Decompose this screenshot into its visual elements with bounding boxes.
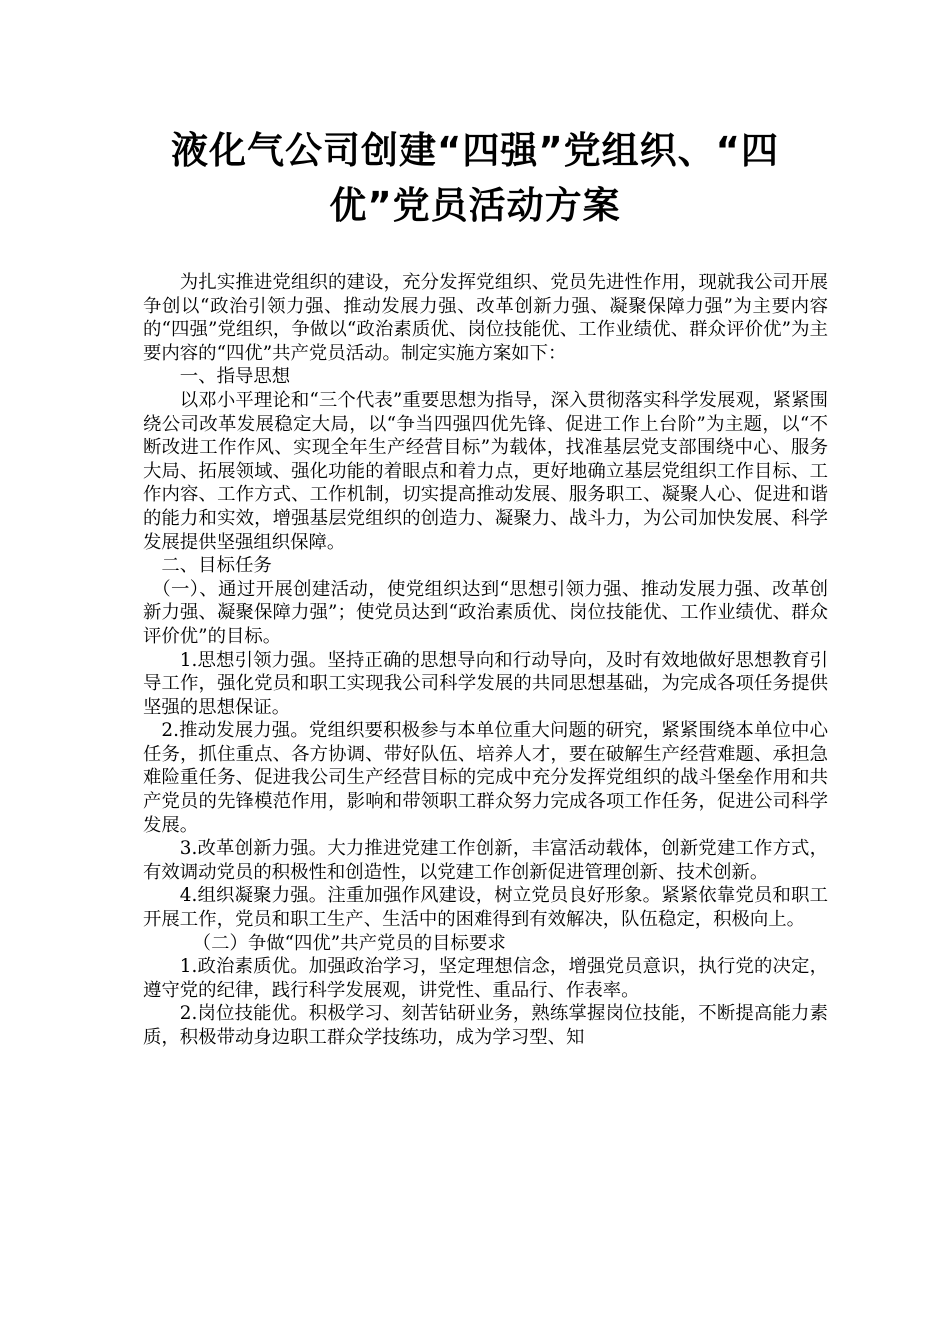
paragraph-targets-1: （一）、通过开展创建活动，使党组织达到“思想引领力强、推动发展力强、改革创新力强、凝聚保障力强”；使党员达到“政治素质优、岗位技能优、工作业绩优、群众评价优”的目标。: [143, 578, 828, 647]
paragraph-excellent-2: 2.岗位技能优。积极学习、刻苦钻研业务，熟练掌握岗位技能，不断提高能力素质，积极带动身边职工群众学技练功，成为学习型、知: [143, 1003, 828, 1048]
paragraph-item-1: 1.思想引领力强。坚持正确的思想导向和行动导向，及时有效地做好思想教育引导工作，强化党员和职工实现我公司科学发展的共同思想基础，为完成各项任务提供坚强的思想保证。: [143, 649, 828, 718]
paragraph-item-4: 4.组织凝聚力强。注重加强作风建设，树立党员良好形象。紧紧依靠党员和职工开展工作，党员和职工生产、生活中的困难得到有效解决，队伍稳定，积极向上。: [143, 885, 828, 931]
paragraph-item-3: 3.改革创新力强。大力推进党建工作创新，丰富活动载体，创新党建工作方式，有效调动党员的积极性和创造性，以党建工作创新促进管理创新、技术创新。: [143, 838, 828, 883]
title-line-2: 优”党员活动方案: [329, 184, 621, 227]
paragraph-item-2: 2.推动发展力强。党组织要积极参与本单位重大问题的研究，紧紧围绕本单位中心任务，抓住重点、各方协调、带好队伍、培养人才，要在破解生产经营难题、承担急难险重任务、促进我公司生产经营目标的完成中充分发挥党组织的战斗堡垒作用和共产党员的先锋模范作用，影响和带领职工群众努力完成各项工作任务，促进公司科学发展。: [143, 720, 828, 836]
heading-four-excellent: （二）争做“四优”共产党员的目标要求: [192, 932, 506, 954]
paragraph-excellent-1: 1.政治素质优。加强政治学习，坚定理想信念，增强党员意识，执行党的决定，遵守党的纪律，践行科学发展观，讲党性、重品行、作表率。: [143, 956, 828, 1001]
heading-guiding-ideology: 一、指导思想: [179, 366, 291, 388]
paragraph-guiding-ideology: 以邓小平理论和“三个代表”重要思想为指导，深入贯彻落实科学发展观，紧紧围绕公司改革发展稳定大局，以“争当四强四优先锋、促进工作上台阶”为主题，以“不断改进工作作风、实现全年生产经营目标”为载体，找准基层党支部围绕中心、服务大局、拓展领域、强化功能的着眼点和着力点，更好地确立基层党组织工作目标、工作内容、工作方式、工作机制，切实提高推动发展、服务职工、凝聚人心、促进和谐的能力和实效，增强基层党组织的创造力、凝聚力、战斗力，为公司加快发展、科学发展提供坚强组织保障。: [143, 389, 828, 553]
document-title: [130, 123, 820, 233]
title-line-1: 液化气公司创建“四强”党组织、“四: [171, 129, 779, 172]
document-body: [143, 271, 828, 1050]
heading-targets: 二、目标任务: [161, 555, 272, 577]
paragraph-intro: 为扎实推进党组织的建设，充分发挥党组织、党员先进性作用，现就我公司开展争创以“政治引领力强、推动发展力强、改革创新力强、凝聚保障力强”为主要内容的“四强”党组织，争做以“政治素质优、岗位技能优、工作业绩优、群众评价优”为主要内容的“四优”共产党员活动。制定实施方案如下：: [143, 272, 828, 364]
